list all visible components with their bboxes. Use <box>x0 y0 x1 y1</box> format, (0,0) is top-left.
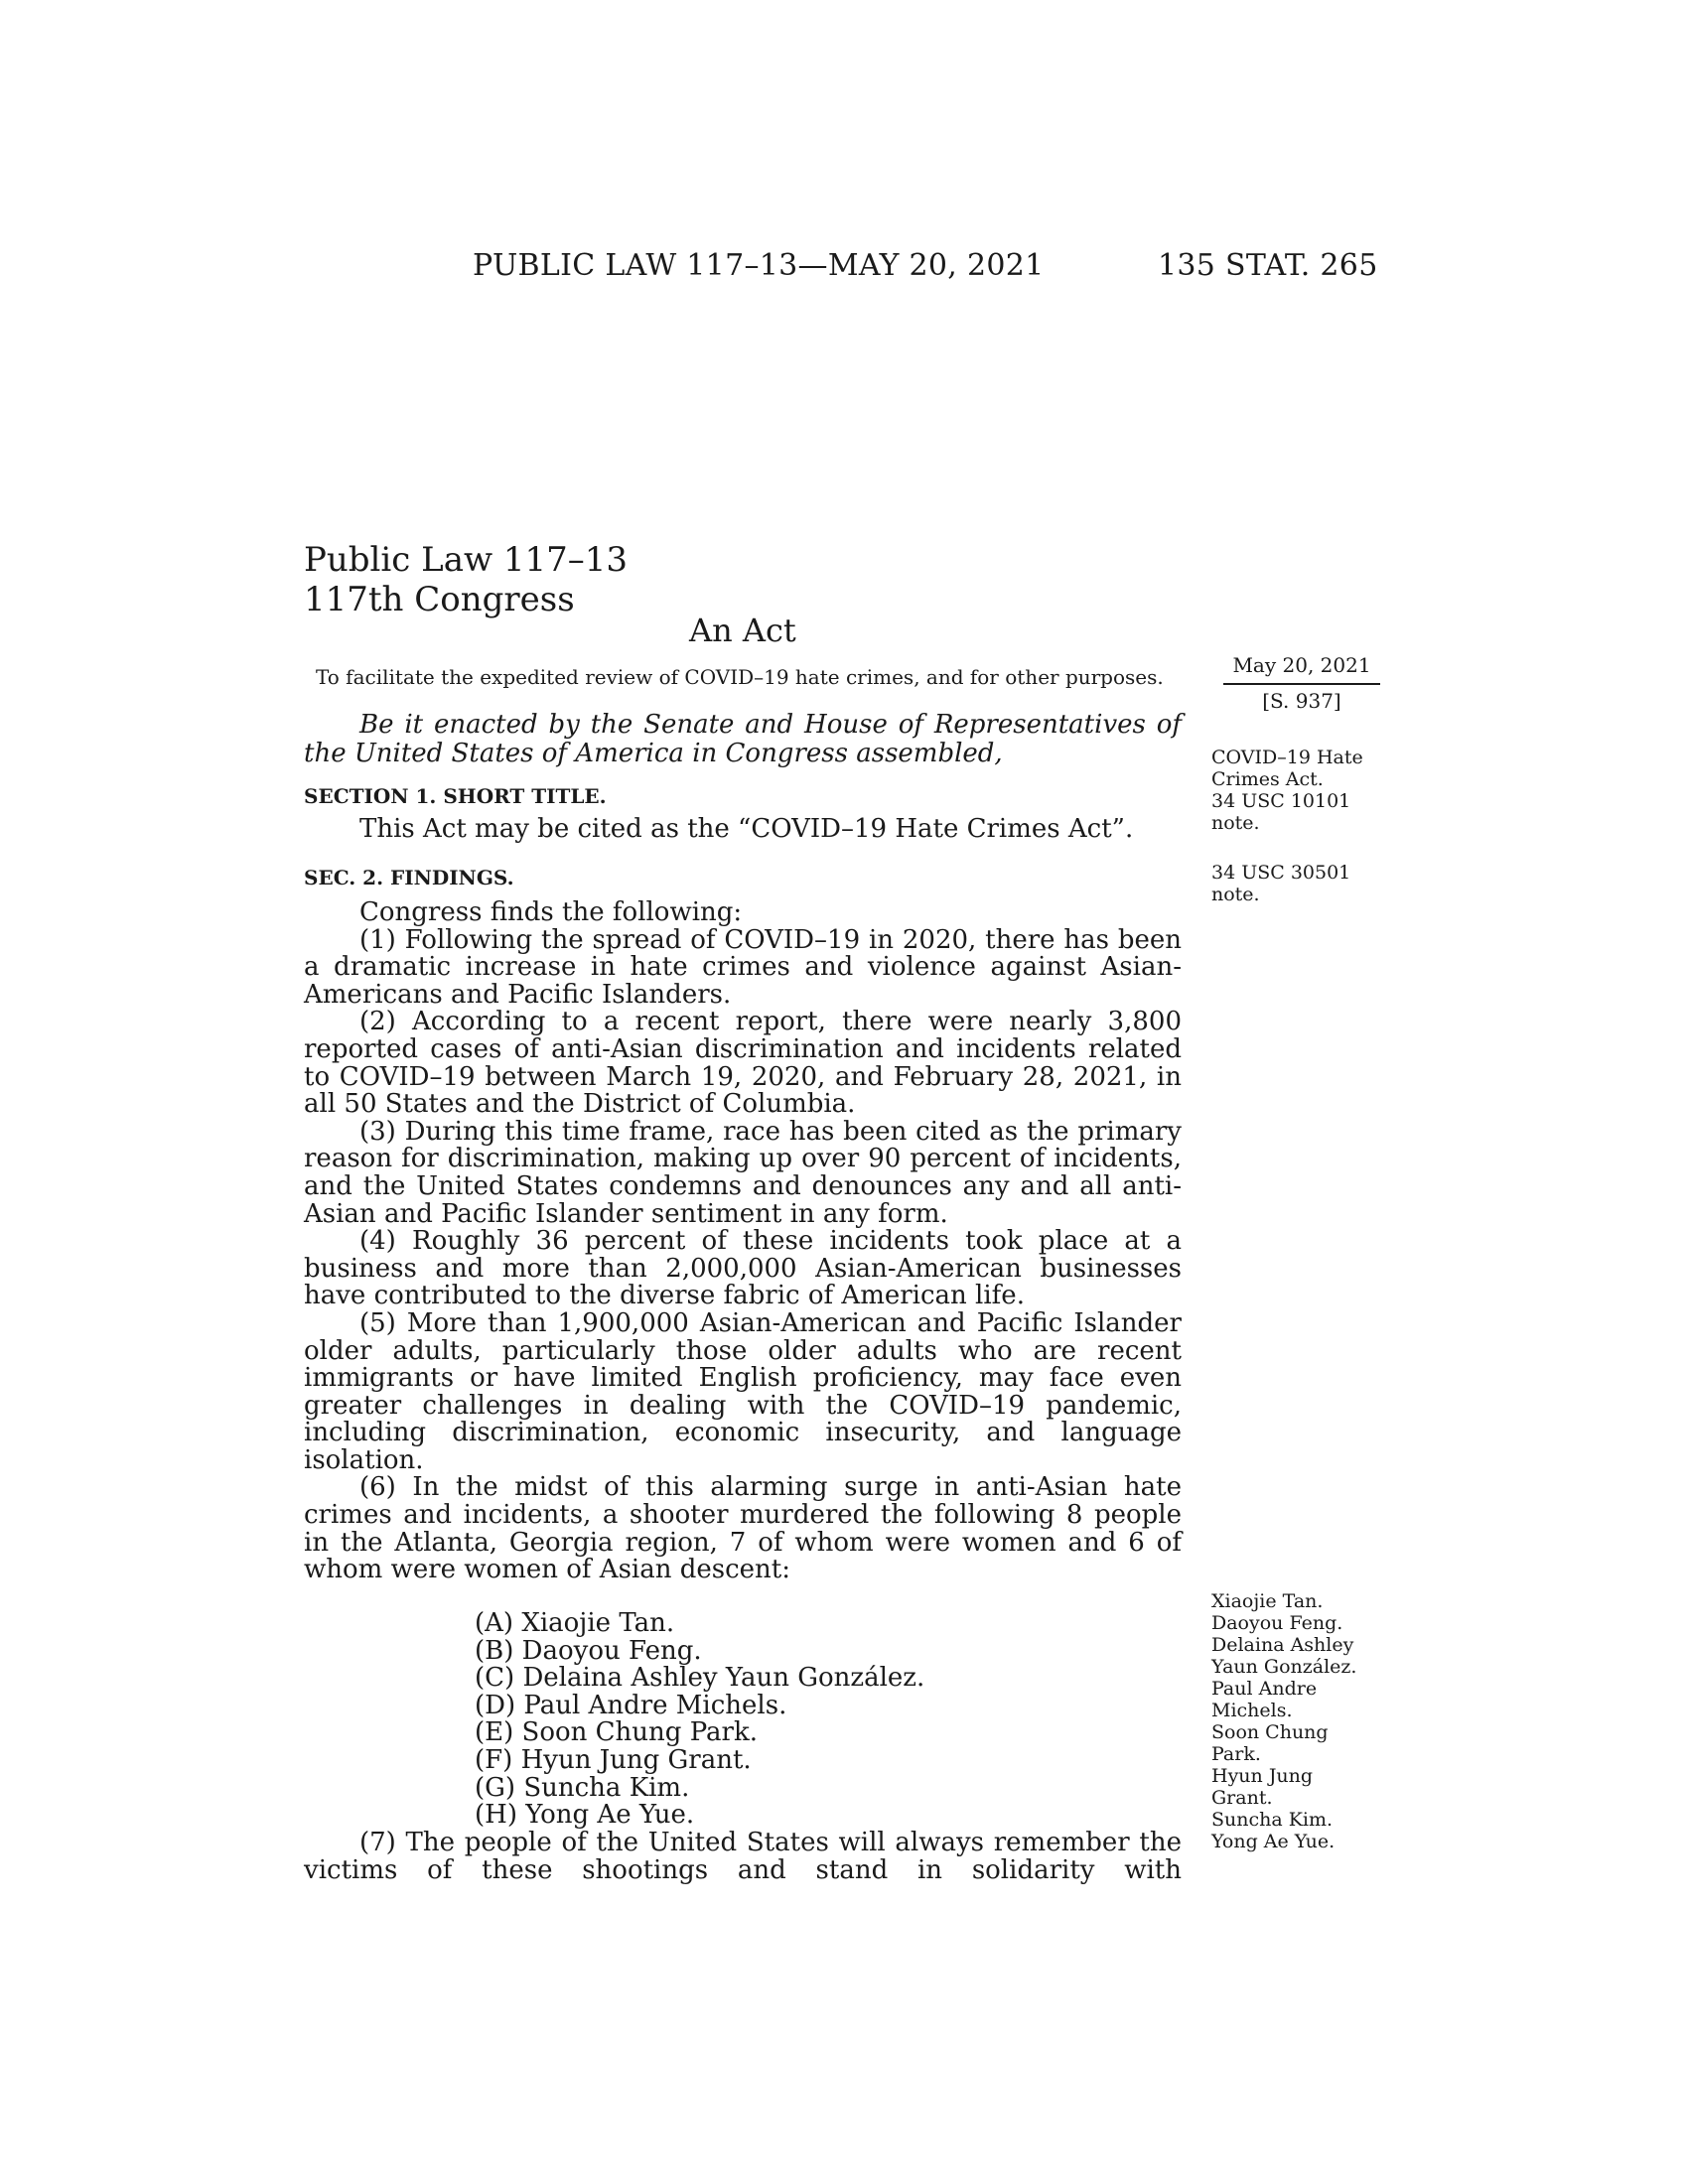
date-rule <box>1223 683 1380 685</box>
victims-list <box>475 1610 924 1830</box>
margin-line: 34 USC 10101 <box>1211 790 1351 812</box>
margin-line: Crimes Act. <box>1211 768 1324 790</box>
act-label: An Act <box>689 612 796 649</box>
finding-3: (3) During this time frame, race has been cited as the primary reason for discrimination, making up over 90 percent of incidents, and the United States condemns and denounces any and all anti-Asian and Pacific Islander sentiment in any form. <box>304 1116 1182 1229</box>
finding-7-block <box>304 1830 1182 1884</box>
law-number: Public Law 117–13 <box>304 540 629 580</box>
margin-line: note. <box>1211 884 1260 905</box>
margin-line: Grant. <box>1211 1787 1273 1809</box>
enactment-date: May 20, 2021 <box>1232 653 1371 677</box>
finding-5: (5) More than 1,900,000 Asian-American and Pacific Islander older adults, particularly those older adults who are recent immigrants or have limited English proficiency, may face even greater challenges in dealing with the COVID–19 pandemic, including discrimination, economic insecurity, and language isolation. <box>304 1307 1182 1475</box>
running-header-title: PUBLIC LAW 117–13—MAY 20, 2021 <box>473 248 1045 283</box>
page-number: 135 STAT. 265 <box>1158 248 1378 283</box>
findings-intro: Congress finds the following: <box>359 897 743 927</box>
margin-line: Delaina Ashley <box>1211 1634 1354 1656</box>
victim-e: (E) Soon Chung Park. <box>475 1717 758 1748</box>
date-box <box>1223 653 1380 713</box>
law-title-block <box>304 540 628 619</box>
victim-b: (B) Daoyou Feng. <box>475 1635 702 1666</box>
victim-h: (H) Yong Ae Yue. <box>475 1800 695 1831</box>
victim-f: (F) Hyun Jung Grant. <box>475 1744 752 1775</box>
margin-note-victims <box>1211 1590 1356 1852</box>
findings-block <box>304 899 1182 1584</box>
section-1-text: This Act may be cited as the “COVID–19 Hate Crimes Act”. <box>359 814 1134 844</box>
margin-line: Soon Chung <box>1211 1721 1329 1743</box>
margin-line: COVID–19 Hate <box>1211 747 1363 768</box>
victim-d: (D) Paul Andre Michels. <box>475 1690 787 1720</box>
finding-2: (2) According to a recent report, there were nearly 3,800 reported cases of anti-Asian discrimination and incidents related to COVID–19 between March 19, 2020, and February 28, 2021, in all 50 States and the District of Columbia. <box>304 1007 1182 1120</box>
margin-line: Suncha Kim. <box>1211 1809 1334 1831</box>
margin-note-short-title <box>1211 747 1363 834</box>
victim-c: (C) Delaina Ashley Yaun González. <box>475 1663 925 1694</box>
margin-line: Paul Andre <box>1211 1678 1318 1700</box>
section-2-heading: SEC. 2. FINDINGS. <box>304 866 514 889</box>
congress-number: 117th Congress <box>304 580 575 619</box>
finding-1: (1) Following the spread of COVID–19 in 2020, there has been a dramatic increase in hate crimes and violence against Asian-Americans and Pacific Islanders. <box>304 924 1182 1010</box>
section-1-text-block <box>304 816 1182 844</box>
section-1-heading: SECTION 1. SHORT TITLE. <box>304 784 607 808</box>
margin-line: Yong Ae Yue. <box>1211 1831 1336 1852</box>
finding-6: (6) In the midst of this alarming surge in anti-Asian hate crimes and incidents, a shooter murdered the following 8 people in the Atlanta, Georgia region, 7 of whom were women and 6 of whom were women of Asian descent: <box>304 1472 1182 1585</box>
margin-line: Park. <box>1211 1743 1261 1765</box>
finding-7: (7) The people of the United States will always remember the victims of these shootings and stand in solidarity with <box>304 1828 1182 1885</box>
margin-line: Yaun González. <box>1211 1656 1357 1678</box>
victim-a: (A) Xiaojie Tan. <box>475 1608 675 1638</box>
finding-4: (4) Roughly 36 percent of these incidents took place at a business and more than 2,000,000 Asian-American businesses have contributed to the diverse fabric of American life. <box>304 1226 1182 1311</box>
margin-line: Xiaojie Tan. <box>1211 1590 1324 1612</box>
enacting-clause: Be it enacted by the Senate and House of Representatives of the United States of America in Congress assembled, <box>304 710 1182 768</box>
margin-line: note. <box>1211 812 1260 834</box>
margin-line: 34 USC 30501 <box>1211 862 1351 884</box>
margin-line: Hyun Jung <box>1211 1765 1314 1787</box>
margin-line: Michels. <box>1211 1700 1293 1721</box>
margin-line: Daoyou Feng. <box>1211 1612 1343 1634</box>
margin-note-findings <box>1211 862 1350 905</box>
act-purpose: To facilitate the expedited review of COVID–19 hate crimes, and for other purposes. <box>316 665 1164 689</box>
victim-g: (G) Suncha Kim. <box>475 1772 690 1803</box>
bill-number: [S. 937] <box>1262 689 1341 713</box>
